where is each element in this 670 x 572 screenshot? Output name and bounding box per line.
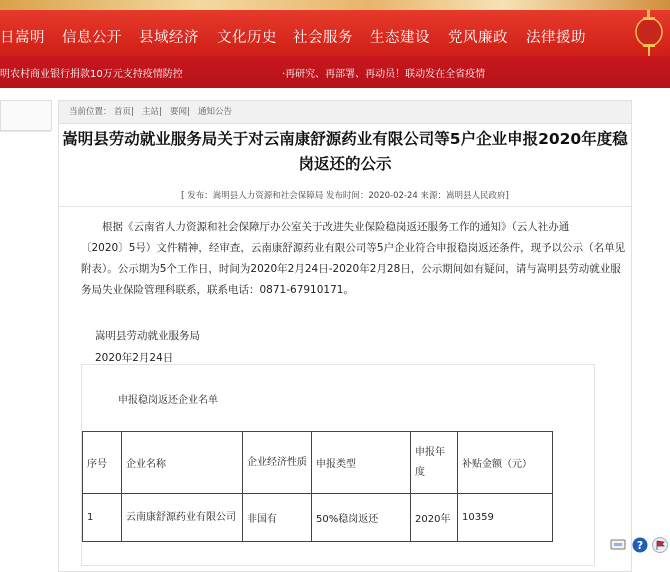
news-ticker (0, 56, 670, 88)
table-cell: 非国有 (243, 494, 312, 542)
article-title-line1: 嵩明县劳动就业服务局关于对云南康舒源药业有限公司等5户企业申报2020年度稳 (62, 130, 628, 148)
table-cell: 云南康舒源药业有限公司 (122, 494, 243, 542)
header-cell: 企业经济性质 (243, 432, 312, 494)
article-meta: [ 发布：嵩明县人力资源和社会保障局 发布时间：2020-02-24 来源：嵩明县人民政府] (181, 191, 509, 201)
body-line: 附表）。公示期为5个工作日，时间为2020年2月24日-2020年2月28日，公示期间如有疑问，请与嵩明县劳动就业服 (81, 263, 621, 275)
lantern-decoration-icon (632, 10, 666, 56)
breadcrumb-prefix: 当前位置： (69, 107, 112, 117)
article-body (81, 217, 626, 301)
nav-item-ecology[interactable]: 生态建设 (370, 30, 430, 46)
flag-icon[interactable] (652, 537, 668, 553)
header-cell: 企业名称 (122, 432, 243, 494)
svg-text:?: ? (636, 539, 644, 552)
table-cell: 50%稳岗返还 (312, 494, 411, 542)
table-header-row (83, 432, 553, 494)
nav-item-economy[interactable]: 县域经济 (139, 30, 199, 46)
table-cell: 10359 (458, 494, 553, 542)
help-icon[interactable] (632, 537, 648, 553)
network-icon[interactable] (610, 537, 626, 551)
side-divider (0, 131, 50, 132)
table-cell: 2020年 (411, 494, 458, 542)
header-cell: 补贴金额（元） (458, 432, 553, 494)
signature-date: 2020年2月24日 (95, 352, 174, 364)
nav-item-legal[interactable]: 法律援助 (526, 30, 586, 46)
table-row (83, 494, 553, 542)
breadcrumb-notice[interactable]: 通知公告 (198, 107, 233, 117)
body-line: 根据《云南省人力资源和社会保障厅办公室关于改进失业保险稳岗返还服务工作的通知》（云人社办通 (81, 221, 570, 233)
side-panel (0, 100, 52, 131)
header-cell: 申报类型 (312, 432, 411, 494)
nav-item-home[interactable]: 日嵩明 (0, 30, 45, 46)
article-card (58, 100, 632, 572)
nav-item-service[interactable]: 社会服务 (293, 30, 353, 46)
meta-divider (59, 206, 631, 207)
table-caption: 申报稳岗返还企业名单 (118, 395, 218, 406)
enterprise-table (82, 431, 553, 542)
breadcrumb: 当前位置： 首页 | 主站 | 要闻 | 通知公告 (59, 101, 631, 124)
nav-item-integrity[interactable]: 党风廉政 (448, 30, 508, 46)
breadcrumb-home[interactable]: 首页 (114, 107, 132, 117)
header-cell: 序号 (83, 432, 122, 494)
body-line: 务局失业保险管理科联系，联系电话：0871-67910171。 (81, 284, 354, 296)
header-cell: 申报年度 (411, 432, 458, 494)
ticker-item-left[interactable]: 明农村商业银行捐款10万元支持疫情防控 (0, 69, 183, 80)
floating-tray (608, 534, 670, 556)
ticker-item-right[interactable]: ·再研究、再部署、再动员！联动发在全省疫情 (282, 69, 486, 80)
attachment-panel (81, 364, 595, 566)
nav-item-culture[interactable]: 文化历史 (217, 30, 277, 46)
breadcrumb-main[interactable]: 主站 (142, 107, 160, 117)
nav-item-info[interactable]: 信息公开 (62, 30, 122, 46)
header-banner-strip (0, 0, 670, 10)
body-line: 〔2020〕5号）文件精神，经审查，云南康舒源药业有限公司等5户企业符合申报稳岗返还条件，现予以公示（名单见 (81, 242, 626, 254)
article-title-line2: 岗返还的公示 (298, 155, 392, 173)
table-cell: 1 (83, 494, 122, 542)
breadcrumb-news[interactable]: 要闻 (170, 107, 188, 117)
signature-org: 嵩明县劳动就业服务局 (95, 330, 200, 342)
article-title (59, 127, 631, 177)
main-nav (0, 10, 670, 56)
